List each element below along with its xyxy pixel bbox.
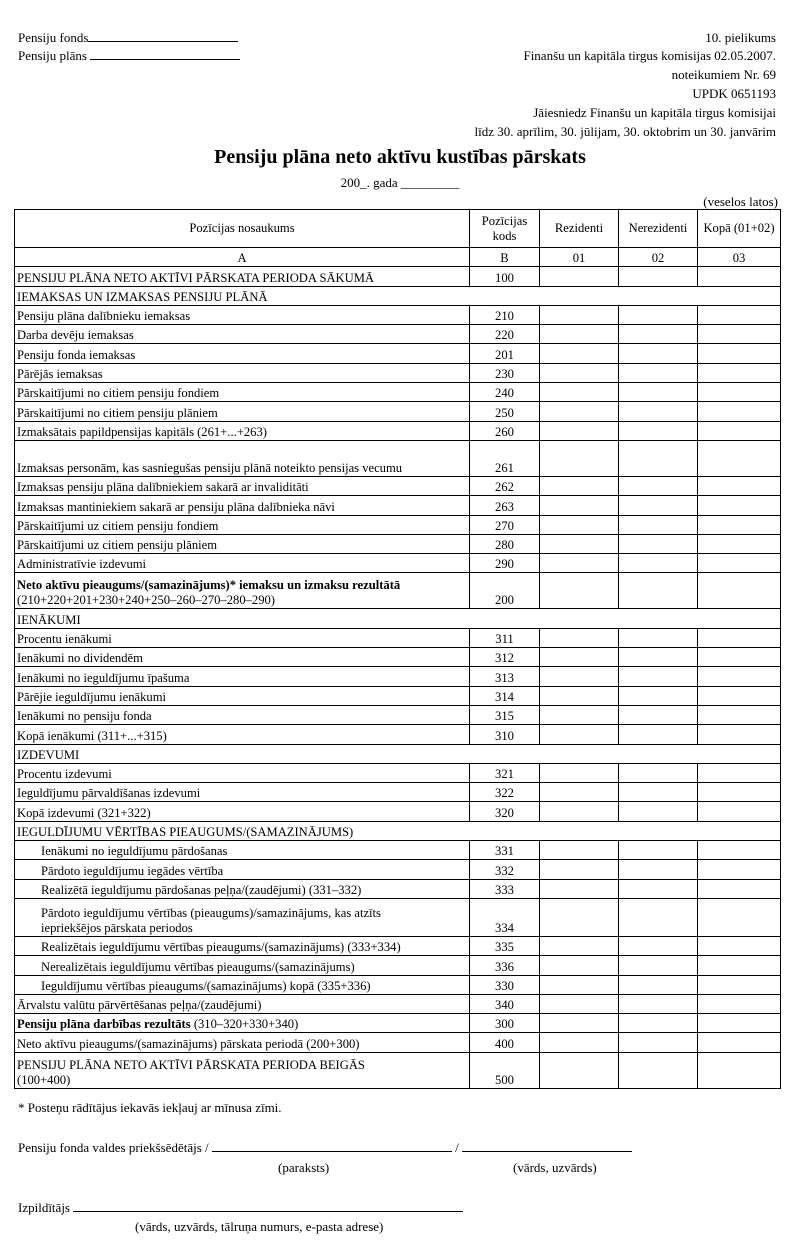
row-label: Pārējās iemaksas [15,363,470,382]
table-row [15,305,781,324]
cell-residents[interactable] [540,936,619,955]
cell-nonresidents[interactable] [619,496,698,515]
cell-residents[interactable] [540,783,619,802]
row-code: 240 [470,383,540,402]
cell-residents[interactable] [540,879,619,898]
units-note: (veselos latos) [703,194,778,209]
row-code: 322 [470,783,540,802]
chair-signature-line [18,1140,632,1156]
row-code: 330 [470,975,540,994]
cell-residents[interactable] [540,573,619,609]
col-header-residents: Rezidenti [540,210,619,248]
cell-residents[interactable] [540,975,619,994]
cell-total[interactable] [698,440,781,476]
row-code: 336 [470,956,540,975]
row-label: Izmaksātais papildpensijas kapitāls (261+...+263) [15,421,470,440]
preparer-label: Izpildītājs [18,1200,70,1215]
cell-residents[interactable] [540,860,619,879]
cell-nonresidents[interactable] [619,705,698,724]
cell-total[interactable] [698,1052,781,1088]
table-row [15,1052,781,1088]
cell-total[interactable] [698,879,781,898]
col-letter-02: 02 [619,248,698,267]
cell-nonresidents[interactable] [619,344,698,363]
section-heading: IZDEVUMI [15,744,781,763]
row-code: 400 [470,1033,540,1052]
row-label [15,1052,470,1088]
col-header-total: Kopā (01+02) [698,210,781,248]
commission-line: Finanšu un kapitāla tirgus komisijas 02.05.2007. [523,48,776,63]
cell-total[interactable] [698,344,781,363]
table-row [15,667,781,686]
cell-nonresidents[interactable] [619,363,698,382]
row-code: 332 [470,860,540,879]
row-label [15,573,470,609]
row-label: Kopā izdevumi (321+322) [15,802,470,821]
cell-residents[interactable] [540,305,619,324]
cell-residents[interactable] [540,763,619,782]
cell-total[interactable] [698,534,781,553]
table-row [15,496,781,515]
section-row [15,609,781,628]
cell-nonresidents[interactable] [619,383,698,402]
regulation-line: noteikumiem Nr. 69 [671,67,776,82]
cell-residents[interactable] [540,956,619,975]
cell-total[interactable] [698,898,781,936]
row-code: 335 [470,936,540,955]
cell-total[interactable] [698,994,781,1013]
row-code: 280 [470,534,540,553]
cell-residents[interactable] [540,267,619,286]
footnote: * Posteņu rādītājus iekavās iekļauj ar mīnusa zīmi. [18,1100,282,1115]
table-row [15,1014,781,1033]
row-code: 230 [470,363,540,382]
row-label: Pensiju plāna dalībnieku iemaksas [15,305,470,324]
submit-line-1: Jāiesniedz Finanšu un kapitāla tirgus komisijai [533,105,776,120]
cell-residents[interactable] [540,898,619,936]
slash-separator: / [455,1140,459,1155]
cell-total[interactable] [698,648,781,667]
cell-nonresidents[interactable] [619,1052,698,1088]
row-code: 331 [470,841,540,860]
row-code: 300 [470,1014,540,1033]
table-row [15,860,781,879]
cell-residents[interactable] [540,1033,619,1052]
cell-total[interactable] [698,1033,781,1052]
col-header-code: Pozīcijas kods [470,210,540,248]
cell-residents[interactable] [540,648,619,667]
cell-residents[interactable] [540,841,619,860]
cell-nonresidents[interactable] [619,975,698,994]
cell-nonresidents[interactable] [619,860,698,879]
row-code: 321 [470,763,540,782]
row-label: Procentu ienākumi [15,628,470,647]
table-row [15,898,781,936]
cell-residents[interactable] [540,1014,619,1033]
cell-total[interactable] [698,763,781,782]
row-code: 250 [470,402,540,421]
col-letter-b: B [470,248,540,267]
pension-plan-blank[interactable] [90,48,240,60]
col-header-name: Pozīcijas nosaukums [15,210,470,248]
table-row [15,725,781,744]
report-table [14,209,781,1089]
cell-total[interactable] [698,402,781,421]
table-row [15,476,781,495]
table-row [15,879,781,898]
cell-total[interactable] [698,628,781,647]
table-row [15,783,781,802]
cell-residents[interactable] [540,363,619,382]
pension-plan-label: Pensiju plāns [18,48,87,63]
row-label: Ienākumi no ieguldījumu pārdošanas [15,841,470,860]
row-code: 200 [470,573,540,609]
year-line: 200_. gada _________ [340,175,460,190]
cell-residents[interactable] [540,421,619,440]
cell-residents[interactable] [540,515,619,534]
row-label: Procentu izdevumi [15,763,470,782]
row-label: Pārskaitījumi no citiem pensiju fondiem [15,383,470,402]
row-label: Ieguldījumu pārvaldīšanas izdevumi [15,783,470,802]
row-code: 270 [470,515,540,534]
row-code: 260 [470,421,540,440]
table-row [15,628,781,647]
cell-nonresidents[interactable] [619,325,698,344]
updk-code: UPDK 0651193 [692,86,776,101]
row-code: 263 [470,496,540,515]
row-label-formula: (210+220+201+230+240+250–260–270–280–290) [17,593,275,608]
cell-residents[interactable] [540,705,619,724]
row-label-bold: Pensiju plāna darbības rezultāts [17,1017,191,1032]
cell-nonresidents[interactable] [619,515,698,534]
cell-nonresidents[interactable] [619,686,698,705]
chair-name-blank[interactable] [462,1140,632,1152]
cell-total[interactable] [698,667,781,686]
submit-line-2: līdz 30. aprīlim, 30. jūlijam, 30. oktobrim un 30. janvārim [474,124,776,139]
row-code: 314 [470,686,540,705]
section-row [15,286,781,305]
table-row [15,534,781,553]
cell-total[interactable] [698,573,781,609]
cell-nonresidents[interactable] [619,573,698,609]
cell-nonresidents[interactable] [619,1014,698,1033]
cell-residents[interactable] [540,344,619,363]
cell-residents[interactable] [540,1052,619,1088]
row-label: Darba devēju iemaksas [15,325,470,344]
row-label: Administratīvie izdevumi [15,554,470,573]
cell-nonresidents[interactable] [619,725,698,744]
row-code: 310 [470,725,540,744]
cell-residents[interactable] [540,725,619,744]
cell-residents[interactable] [540,476,619,495]
cell-residents[interactable] [540,802,619,821]
table-header-row [15,210,781,248]
row-label-line-2: (100+400) [17,1072,71,1087]
cell-total[interactable] [698,363,781,382]
table-row [15,573,781,609]
pension-plan-field [18,48,240,64]
section-row [15,821,781,840]
row-label: Nerealizētais ieguldījumu vērtības pieaugums/(samazinājums) [15,956,470,975]
table-row [15,267,781,286]
row-label-line-1: PENSIJU PLĀNA NETO AKTĪVI PĀRSKATA PERIODA BEIGĀS [17,1057,365,1072]
table-row [15,363,781,382]
cell-nonresidents[interactable] [619,628,698,647]
cell-residents[interactable] [540,325,619,344]
table-row [15,440,781,476]
chair-signature-blank[interactable] [212,1140,452,1152]
col-letter-01: 01 [540,248,619,267]
table-row [15,554,781,573]
row-code: 262 [470,476,540,495]
row-label: Izmaksas personām, kas sasniegušas pensiju plānā noteikto pensijas vecumu [15,440,470,476]
cell-residents[interactable] [540,667,619,686]
table-row [15,936,781,955]
section-heading: IEGULDĪJUMU VĒRTĪBAS PIEAUGUMS/(SAMAZINĀJUMS) [15,821,781,840]
cell-total[interactable] [698,267,781,286]
row-code: 333 [470,879,540,898]
row-label: Ienākumi no pensiju fonda [15,705,470,724]
table-row [15,421,781,440]
row-label: Realizētais ieguldījumu vērtības pieaugums/(samazinājums) (333+334) [15,936,470,955]
cell-total[interactable] [698,975,781,994]
row-label-bold: Neto aktīvu pieaugums/(samazinājums)* iemaksu un izmaksu rezultātā [17,578,401,593]
cell-total[interactable] [698,956,781,975]
row-label: Ienākumi no ieguldījumu īpašuma [15,667,470,686]
cell-nonresidents[interactable] [619,440,698,476]
cell-nonresidents[interactable] [619,554,698,573]
chair-label: Pensiju fonda valdes priekšsēdētājs / [18,1140,209,1155]
row-label: Ārvalstu valūtu pārvērtēšanas peļņa/(zaudējumi) [15,994,470,1013]
cell-total[interactable] [698,841,781,860]
cell-nonresidents[interactable] [619,421,698,440]
cell-total[interactable] [698,705,781,724]
row-code: 315 [470,705,540,724]
row-label: Kopā ienākumi (311+...+315) [15,725,470,744]
cell-nonresidents[interactable] [619,648,698,667]
row-label: Pārdoto ieguldījumu iegādes vērtība [15,860,470,879]
cell-nonresidents[interactable] [619,898,698,936]
preparer-caption: (vārds, uzvārds, tālruņa numurs, e-pasta adrese) [135,1219,384,1234]
table-row [15,956,781,975]
name-caption: (vārds, uzvārds) [513,1160,597,1175]
row-label: Pārējie ieguldījumu ienākumi [15,686,470,705]
row-label: Izmaksas pensiju plāna dalībniekiem sakarā ar invaliditāti [15,476,470,495]
row-code: 340 [470,994,540,1013]
section-heading: IEMAKSAS UN IZMAKSAS PENSIJU PLĀNĀ [15,286,781,305]
pension-fund-label: Pensiju fonds [18,30,89,45]
cell-nonresidents[interactable] [619,802,698,821]
cell-residents[interactable] [540,994,619,1013]
signature-caption: (paraksts) [278,1160,330,1175]
table-row [15,841,781,860]
row-label: Pārskaitījumi uz citiem pensiju fondiem [15,515,470,534]
cell-residents[interactable] [540,496,619,515]
pension-fund-field [18,30,238,46]
row-code: 312 [470,648,540,667]
cell-residents[interactable] [540,686,619,705]
cell-total[interactable] [698,686,781,705]
row-code: 320 [470,802,540,821]
cell-nonresidents[interactable] [619,267,698,286]
row-label: Pārskaitījumi no citiem pensiju plāniem [15,402,470,421]
col-letter-03: 03 [698,248,781,267]
table-row [15,994,781,1013]
row-label: Ienākumi no dividendēm [15,648,470,667]
row-code: 500 [470,1052,540,1088]
cell-total[interactable] [698,1014,781,1033]
section-heading: IENĀKUMI [15,609,781,628]
cell-residents[interactable] [540,402,619,421]
cell-total[interactable] [698,860,781,879]
table-row [15,402,781,421]
cell-total[interactable] [698,421,781,440]
row-label: Neto aktīvu pieaugums/(samazinājums) pārskata periodā (200+300) [15,1033,470,1052]
cell-nonresidents[interactable] [619,534,698,553]
col-header-nonresidents: Nerezidenti [619,210,698,248]
row-code: 290 [470,554,540,573]
row-code: 100 [470,267,540,286]
cell-nonresidents[interactable] [619,956,698,975]
row-label [15,898,470,936]
section-row [15,744,781,763]
cell-total[interactable] [698,305,781,324]
row-label-line-1: Pārdoto ieguldījumu vērtības (pieaugums)/samazinājums, kas atzīts [41,905,381,920]
row-label: Izmaksas mantiniekiem sakarā ar pensiju plāna dalībnieka nāvi [15,496,470,515]
table-row [15,975,781,994]
cell-nonresidents[interactable] [619,476,698,495]
column-letters-row [15,248,781,267]
row-code: 311 [470,628,540,647]
table-row [15,1033,781,1052]
pension-fund-blank[interactable] [88,30,238,42]
cell-total[interactable] [698,936,781,955]
cell-nonresidents[interactable] [619,879,698,898]
cell-nonresidents[interactable] [619,783,698,802]
table-row [15,325,781,344]
row-label-line-2: iepriekšējos pārskata periodos [41,920,193,935]
cell-nonresidents[interactable] [619,763,698,782]
cell-residents[interactable] [540,554,619,573]
preparer-line [18,1200,463,1216]
cell-total[interactable] [698,725,781,744]
table-row [15,802,781,821]
cell-total[interactable] [698,476,781,495]
row-label: PENSIJU PLĀNA NETO AKTĪVI PĀRSKATA PERIODA SĀKUMĀ [15,267,470,286]
cell-total[interactable] [698,496,781,515]
row-label: Pārskaitījumi uz citiem pensiju plāniem [15,534,470,553]
cell-total[interactable] [698,783,781,802]
row-code: 220 [470,325,540,344]
table-row [15,383,781,402]
cell-total[interactable] [698,554,781,573]
cell-total[interactable] [698,383,781,402]
cell-nonresidents[interactable] [619,667,698,686]
cell-total[interactable] [698,802,781,821]
row-label [15,1014,470,1033]
annex-number: 10. pielikums [705,30,776,45]
table-row [15,763,781,782]
cell-nonresidents[interactable] [619,305,698,324]
row-code: 210 [470,305,540,324]
cell-residents[interactable] [540,628,619,647]
cell-nonresidents[interactable] [619,994,698,1013]
table-row [15,686,781,705]
row-label: Realizētā ieguldījumu pārdošanas peļņa/(zaudējumi) (331–332) [15,879,470,898]
cell-nonresidents[interactable] [619,841,698,860]
row-label: Pensiju fonda iemaksas [15,344,470,363]
table-row [15,648,781,667]
row-code: 334 [470,898,540,936]
cell-residents[interactable] [540,383,619,402]
row-code: 261 [470,440,540,476]
row-label: Ieguldījumu vērtības pieaugums/(samazinājums) kopā (335+336) [15,975,470,994]
cell-nonresidents[interactable] [619,936,698,955]
cell-total[interactable] [698,515,781,534]
col-letter-a: A [15,248,470,267]
preparer-blank[interactable] [73,1200,463,1212]
page-title: Pensiju plāna neto aktīvu kustības pārskats [214,146,586,168]
row-label-formula: (310–320+330+340) [193,1017,299,1032]
table-row [15,515,781,534]
table-row [15,344,781,363]
cell-nonresidents[interactable] [619,1033,698,1052]
table-row [15,705,781,724]
cell-residents[interactable] [540,440,619,476]
cell-total[interactable] [698,325,781,344]
cell-nonresidents[interactable] [619,402,698,421]
row-code: 313 [470,667,540,686]
row-code: 201 [470,344,540,363]
cell-residents[interactable] [540,534,619,553]
